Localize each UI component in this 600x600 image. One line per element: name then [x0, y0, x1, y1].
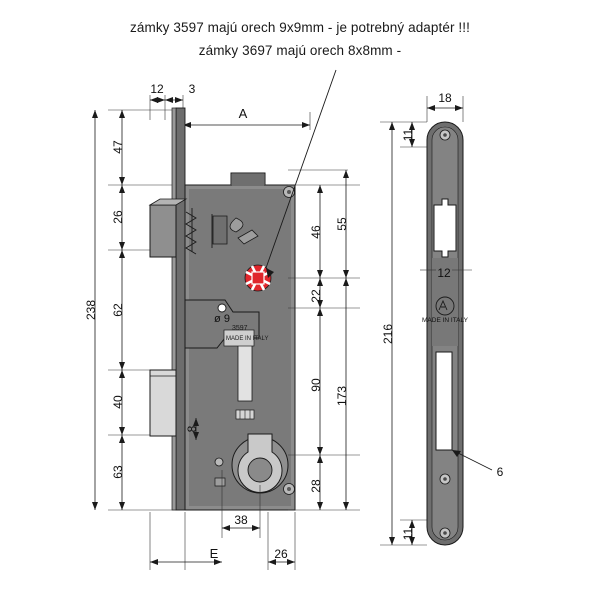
dim-12: 12: [150, 82, 164, 96]
dim-18: 18: [438, 91, 452, 105]
dim-90: 90: [309, 378, 323, 392]
dim-hole-diameter: ø 9: [214, 313, 230, 325]
dim-12-faceplate: 12: [437, 266, 451, 280]
dim-216: 216: [381, 323, 395, 345]
note-line-2: zámky 3697 majú orech 8x8mm -: [198, 43, 402, 58]
dim-47: 47: [111, 140, 125, 154]
dim-3: 3: [188, 82, 196, 96]
dim-28: 28: [309, 479, 323, 493]
dim-63: 63: [111, 465, 125, 479]
dim-11-top: 11: [401, 128, 415, 142]
dim-62: 62: [111, 303, 125, 317]
brand-label: MADE IN ITALY: [422, 317, 468, 324]
dim-22: 22: [309, 289, 323, 303]
dim-A: A: [238, 106, 248, 121]
dim-40: 40: [111, 395, 125, 409]
dim-6: 6: [496, 465, 504, 479]
body-mark-model: 3597: [232, 325, 248, 332]
dim-26-left: 26: [111, 210, 125, 224]
dim-55: 55: [335, 217, 349, 231]
note-line-1: zámky 3597 majú orech 9x9mm - je potrebný adaptér !!!: [130, 20, 470, 35]
dim-8: 8: [185, 425, 199, 433]
dim-46: 46: [309, 225, 323, 239]
dim-11-bottom: 11: [401, 527, 415, 541]
dim-E: E: [209, 546, 219, 561]
dim-173: 173: [335, 385, 349, 407]
body-mark-origin: MADE IN ITALY: [226, 336, 269, 342]
dim-238: 238: [84, 299, 98, 321]
dim-38: 38: [234, 513, 248, 527]
dim-26-bottom: 26: [274, 547, 288, 561]
